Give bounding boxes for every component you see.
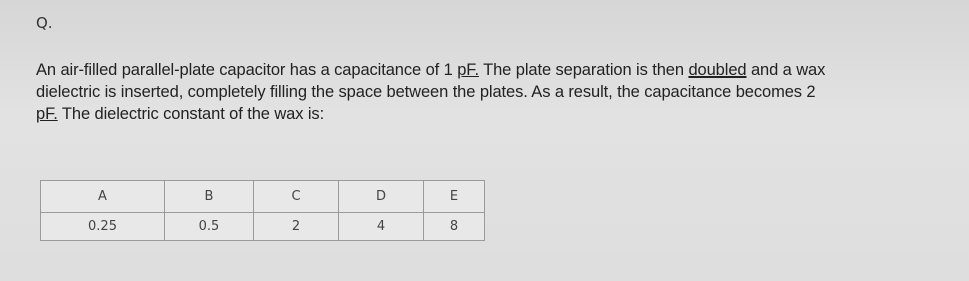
question-line-2: dielectric is inserted, completely filling the space between the plates. As a result, the capacitance becomes 2 xyxy=(36,83,816,101)
option-value-e[interactable]: 8 xyxy=(424,213,485,241)
question-text-part: An air-filled parallel-plate capacitor has a capacitance of 1 xyxy=(36,61,458,79)
option-header-a: A xyxy=(41,181,165,213)
underlined-word: doubled xyxy=(688,61,747,79)
question-text-part: The dielectric constant of the wax is: xyxy=(57,105,325,123)
question-text-part: and a wax xyxy=(746,61,826,79)
options-table xyxy=(40,180,485,241)
option-value-d[interactable]: 4 xyxy=(339,213,424,241)
option-value-c[interactable]: 2 xyxy=(254,213,339,241)
unit-pf: pF. xyxy=(36,105,58,123)
unit-pf: pF. xyxy=(457,61,479,79)
option-value-a[interactable]: 0.25 xyxy=(41,213,165,241)
question-text-part: The plate separation is then xyxy=(478,61,689,79)
option-header-d: D xyxy=(339,181,424,213)
option-header-b: B xyxy=(165,181,254,213)
options-header-row xyxy=(41,181,485,213)
question-line-1 xyxy=(36,59,956,81)
question-text xyxy=(36,59,956,125)
question-line-3 xyxy=(36,103,956,125)
options-value-row xyxy=(41,213,485,241)
question-label: Q. xyxy=(36,14,53,32)
option-value-b[interactable]: 0.5 xyxy=(165,213,254,241)
option-header-c: C xyxy=(254,181,339,213)
option-header-e: E xyxy=(424,181,485,213)
